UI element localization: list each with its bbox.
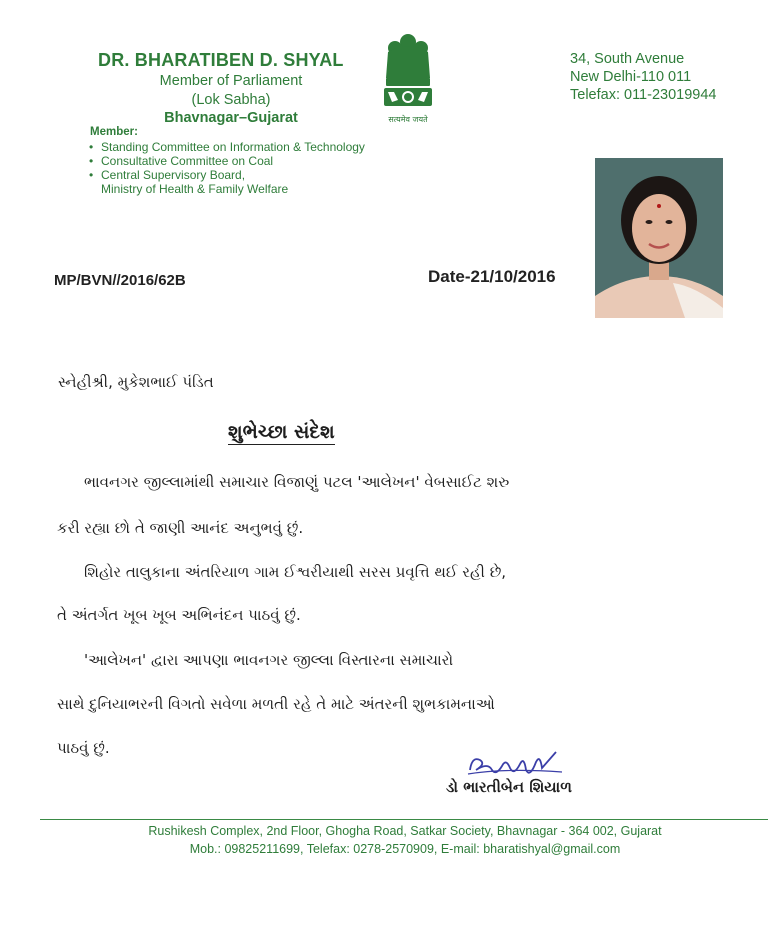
body-line: 'આલેખન' દ્વારા આપણા ભાવનગર જીલ્લા વિસ્તારના સમાચારો (84, 651, 454, 669)
reference-number: MP/BVN//2016/62B (54, 272, 186, 289)
delhi-address (570, 50, 716, 104)
letter-date: Date-21/10/2016 (428, 267, 556, 286)
national-emblem-icon (378, 28, 438, 128)
body-line: કરી રહ્યા છો તે જાણી આનંદ અનુભવું છું. (57, 519, 304, 537)
address-line: Telefax: 011-23019944 (570, 87, 717, 103)
house: (Lok Sabha) (191, 92, 271, 108)
portrait-photo (595, 158, 723, 318)
mp-name: DR. BHARATIBEN D. SHYAL (98, 50, 344, 70)
footer-contact: Mob.: 09825211699, Telefax: 0278-2570909, E-mail: bharatishyal@gmail.com (189, 842, 621, 856)
body-line: સાથે દુનિયાભરની વિગતો સવેળા મળતી રહે તે માટે અંતરની શુભકામનાઓ (57, 695, 495, 713)
body-line: તે અંતર્ગત ખૂબ ખૂબ અભિનંદન પાઠવું છું. (57, 606, 301, 624)
list-item: • Standing Committee on Information & Technology (89, 140, 365, 154)
address-line: New Delhi-110 011 (570, 69, 692, 85)
subject-heading: શુભેચ્છા સંદેશ (228, 421, 335, 443)
member-title: Member: (90, 126, 138, 138)
emblem-motto: सत्यमेव जयते (388, 115, 428, 124)
body-line: પાઠવું છું. (57, 739, 110, 757)
signatory-name: ડો ભારતીબેન શિયાળ (446, 778, 572, 796)
body-line: શિહોર તાલુકાના અંતરિયાળ ગામ ઈશ્વરીયાથી સરસ પ્રવૃત્તિ થઈ રહી છે, (84, 563, 507, 581)
list-item: • Consultative Committee on Coal (89, 154, 274, 168)
designation: Member of Parliament (159, 73, 303, 89)
membership-list (88, 140, 365, 196)
footer-address: Rushikesh Complex, 2nd Floor, Ghogha Road, Satkar Society, Bhavnagar - 364 002, Gujarat (148, 824, 662, 838)
constituency: Bhavnagar–Gujarat (164, 110, 298, 126)
salutation: સ્નેહીશ્રી, મુકેશભાઈ પંડિત (58, 373, 214, 391)
list-item: • Central Supervisory Board, (89, 168, 246, 182)
footer-divider (40, 819, 768, 820)
address-line: 34, South Avenue (570, 51, 685, 67)
body-line: ભાવનગર જીલ્લામાંથી સમાચાર વિજાણું પટલ 'આલેખન' વેબસાઈટ શરુ (84, 473, 510, 491)
handwritten-signature (466, 748, 566, 782)
list-item-continuation: Ministry of Health & Family Welfare (101, 182, 289, 196)
